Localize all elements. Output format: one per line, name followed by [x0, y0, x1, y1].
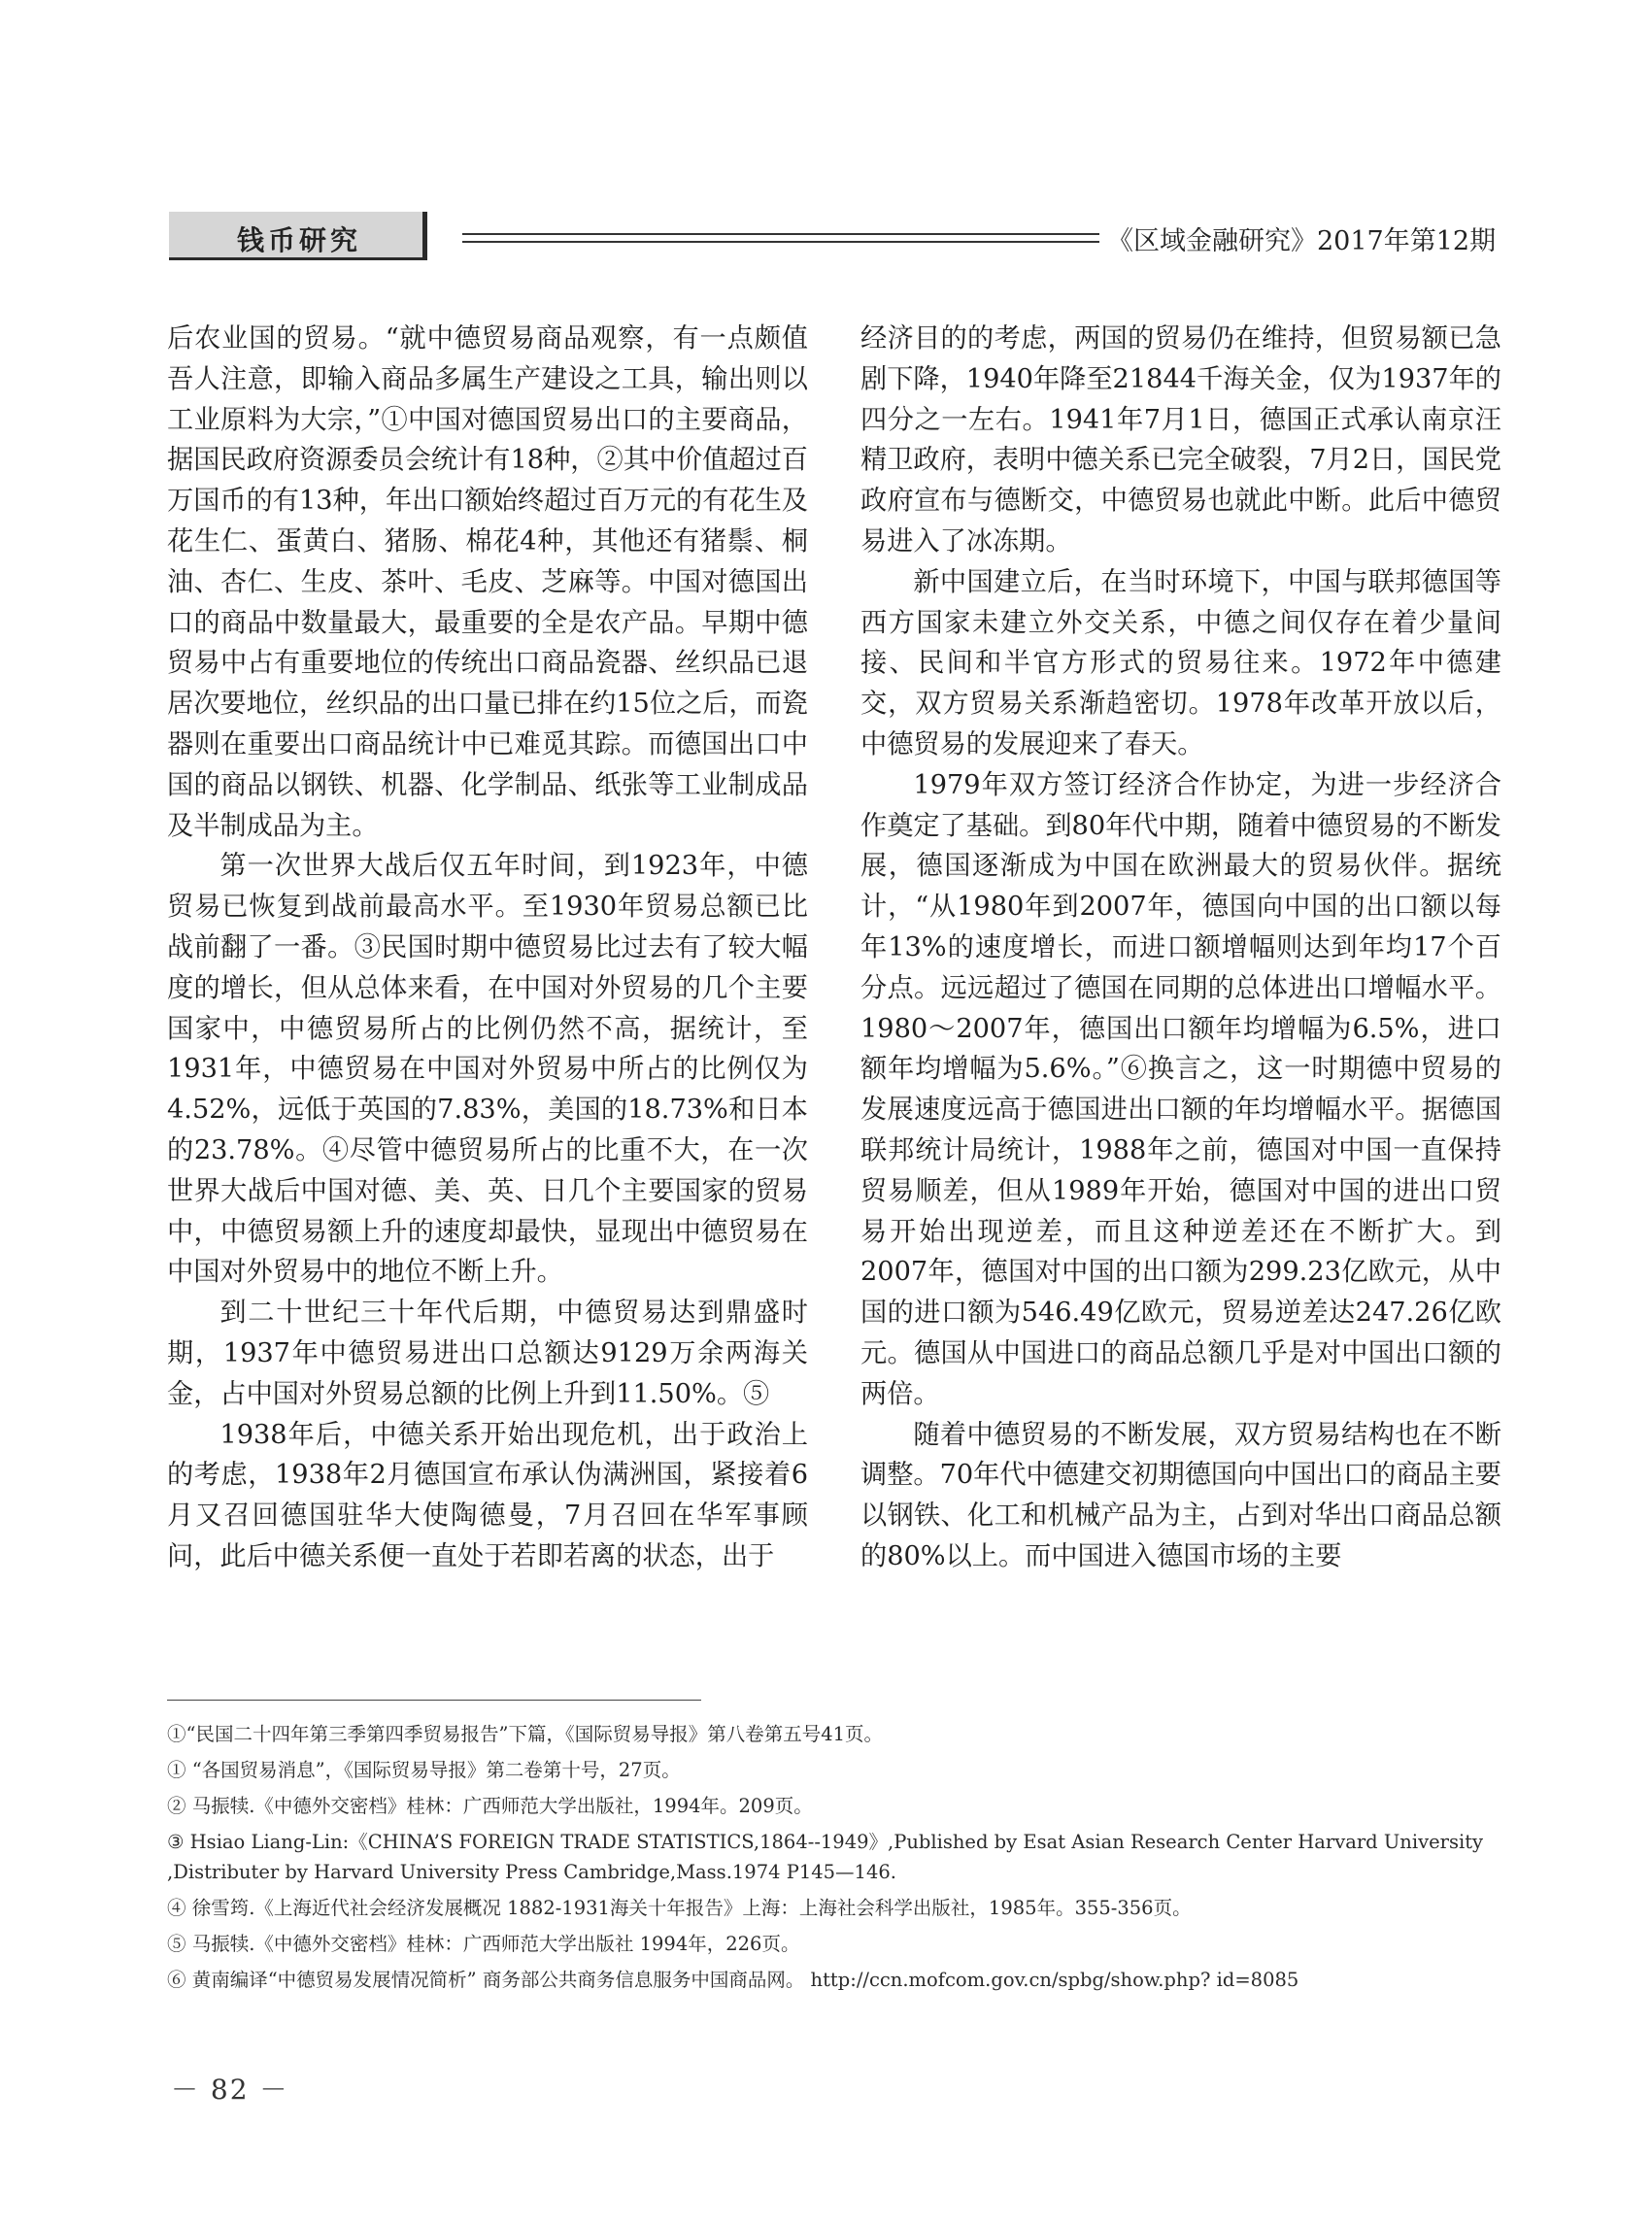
section-title: 钱币研究: [237, 224, 362, 256]
header-rule-bottom: [462, 241, 1099, 243]
right-column: [860, 319, 1501, 1577]
footnotes: [167, 1719, 1507, 2001]
footnote: ③ Hsiao Liang-Lin:《CHINA’S FOREIGN TRADE STATISTICS,1864--1949》,Published by Esat Asian Research Center Harvard University ,Distributer by Harvard University Press Cambridge,Mass.1974 P145—146.: [167, 1831, 1484, 1883]
footnote: ④ 徐雪筠.《上海近代社会经济发展概况 1882-1931海关十年报告》上海：上海社会科学出版社，1985年。355-356页。: [167, 1897, 1192, 1919]
paragraph: 后农业国的贸易。“就中德贸易商品观察，有一点颇值吾人注意，即输入商品多属生产建设之工具，输出则以工业原料为大宗，”①中国对德国贸易出口的主要商品，据国民政府资源委员会统计有18种，②其中价值超过百万国币的有13种，年出口额始终超过百万元的有花生及花生仁、蛋黄白、猪肠、棉花4种，其他还有猪鬃、桐油、杏仁、生皮、茶叶、毛皮、芝麻等。中国对德国出口的商品中数量最大，最重要的全是农产品。早期中德贸易中占有重要地位的传统出口商品瓷器、丝织品已退居次要地位，丝织品的出口量已排在约15位之后，而瓷器则在重要出口商品统计中已难觅其踪。而德国出口中国的商品以钢铁、机器、化学制品、纸张等工业制成品及半制成品为主。: [167, 323, 808, 841]
paragraph: 经济目的的考虑，两国的贸易仍在维持，但贸易额已急剧下降，1940年降至21844千海关金，仅为1937年的四分之一左右。1941年7月1日，德国正式承认南京汪精卫政府，表明中德关系已完全破裂，7月2日，国民党政府宣布与德断交，中德贸易也就此中断。此后中德贸易进入了冰冻期。: [860, 323, 1501, 556]
footnote: ⑤ 马振犊.《中德外交密档》桂林：广西师范大学出版社 1994年，226页。: [167, 1933, 800, 1955]
page-number: － 82 －: [171, 2074, 289, 2106]
footnote: ① “各国贸易消息”，《国际贸易导报》第二卷第十号，27页。: [167, 1759, 681, 1781]
footnote-separator: [167, 1700, 701, 1701]
journal-title: 《区域金融研究》2017年第12期: [1107, 226, 1497, 256]
paragraph: 1938年后，中德关系开始出现危机，出于政治上的考虑，1938年2月德国宣布承认伪满洲国，紧接着6月又召回德国驻华大使陶德曼，7月召回在华军事顾问，此后中德关系便一直处于若即若离的状态，出于: [167, 1419, 808, 1571]
paragraph: 到二十世纪三十年代后期，中德贸易达到鼎盛时期，1937年中德贸易进出口总额达9129万余两海关金，占中国对外贸易总额的比例上升到11.50%。⑤: [167, 1298, 808, 1409]
left-column: [167, 319, 808, 1577]
footnote: ①“民国二十四年第三季第四季贸易报告”下篇，《国际贸易导报》第八卷第五号41页。: [167, 1723, 884, 1745]
header-rule-top: [462, 233, 1099, 235]
paragraph: 第一次世界大战后仅五年时间，到1923年，中德贸易已恢复到战前最高水平。至1930年贸易总额已比战前翻了一番。③民国时期中德贸易比过去有了较大幅度的增长，但从总体来看，在中国对外贸易的几个主要国家中，中德贸易所占的比例仍然不高，据统计，至1931年，中德贸易在中国对外贸易中所占的比例仅为4.52%，远低于英国的7.83%，美国的18.73%和日本的23.78%。④尽管中德贸易所占的比重不大，在一次世界大战后中国对德、美、英、日几个主要国家的贸易中，中德贸易额上升的速度却最快，显现出中德贸易在中国对外贸易中的地位不断上升。: [167, 851, 808, 1288]
paragraph: 新中国建立后，在当时环境下，中国与联邦德国等西方国家未建立外交关系，中德之间仅存在着少量间接、民间和半官方形式的贸易往来。1972年中德建交，双方贸易关系渐趋密切。1978年改革开放以后，中德贸易的发展迎来了春天。: [860, 566, 1501, 759]
paragraph: 1979年双方签订经济合作协定，为进一步经济合作奠定了基础。到80年代中期，随着中德贸易的不断发展，德国逐渐成为中国在欧洲最大的贸易伙伴。据统计，“从1980年到2007年，德国向中国的出口额以每年13%的速度增长，而进口额增幅则达到年均17个百分点。远远超过了德国在同期的总体进出口增幅水平。1980～2007年，德国出口额年均增幅为6.5%，进口额年均增幅为5.6%。”⑥换言之，这一时期德中贸易的发展速度远高于德国进出口额的年均增幅水平。据德国联邦统计局统计，1988年之前，德国对中国一直保持贸易顺差，但从1989年开始，德国对中国的进出口贸易开始出现逆差，而且这种逆差还在不断扩大。到2007年，德国对中国的出口额为299.23亿欧元，从中国的进口额为546.49亿欧元，贸易逆差达247.26亿欧元。德国从中国进口的商品总额几乎是对中国出口额的两倍。: [860, 769, 1501, 1409]
footnote: ② 马振犊.《中德外交密档》桂林：广西师范大学出版社，1994年。209页。: [167, 1795, 813, 1817]
footnote: ⑥ 黄南编译“中德贸易发展情况简析” 商务部公共商务信息服务中国商品网。 http://ccn.mofcom.gov.cn/spbg/show.php? id=8085: [167, 1969, 1299, 1991]
section-header-tab: [169, 212, 427, 260]
paragraph: 随着中德贸易的不断发展，双方贸易结构也在不断调整。70年代中德建交初期德国向中国出口的商品主要以钢铁、化工和机械产品为主，占到对华出口商品总额的80%以上。而中国进入德国市场的主要: [860, 1419, 1501, 1571]
